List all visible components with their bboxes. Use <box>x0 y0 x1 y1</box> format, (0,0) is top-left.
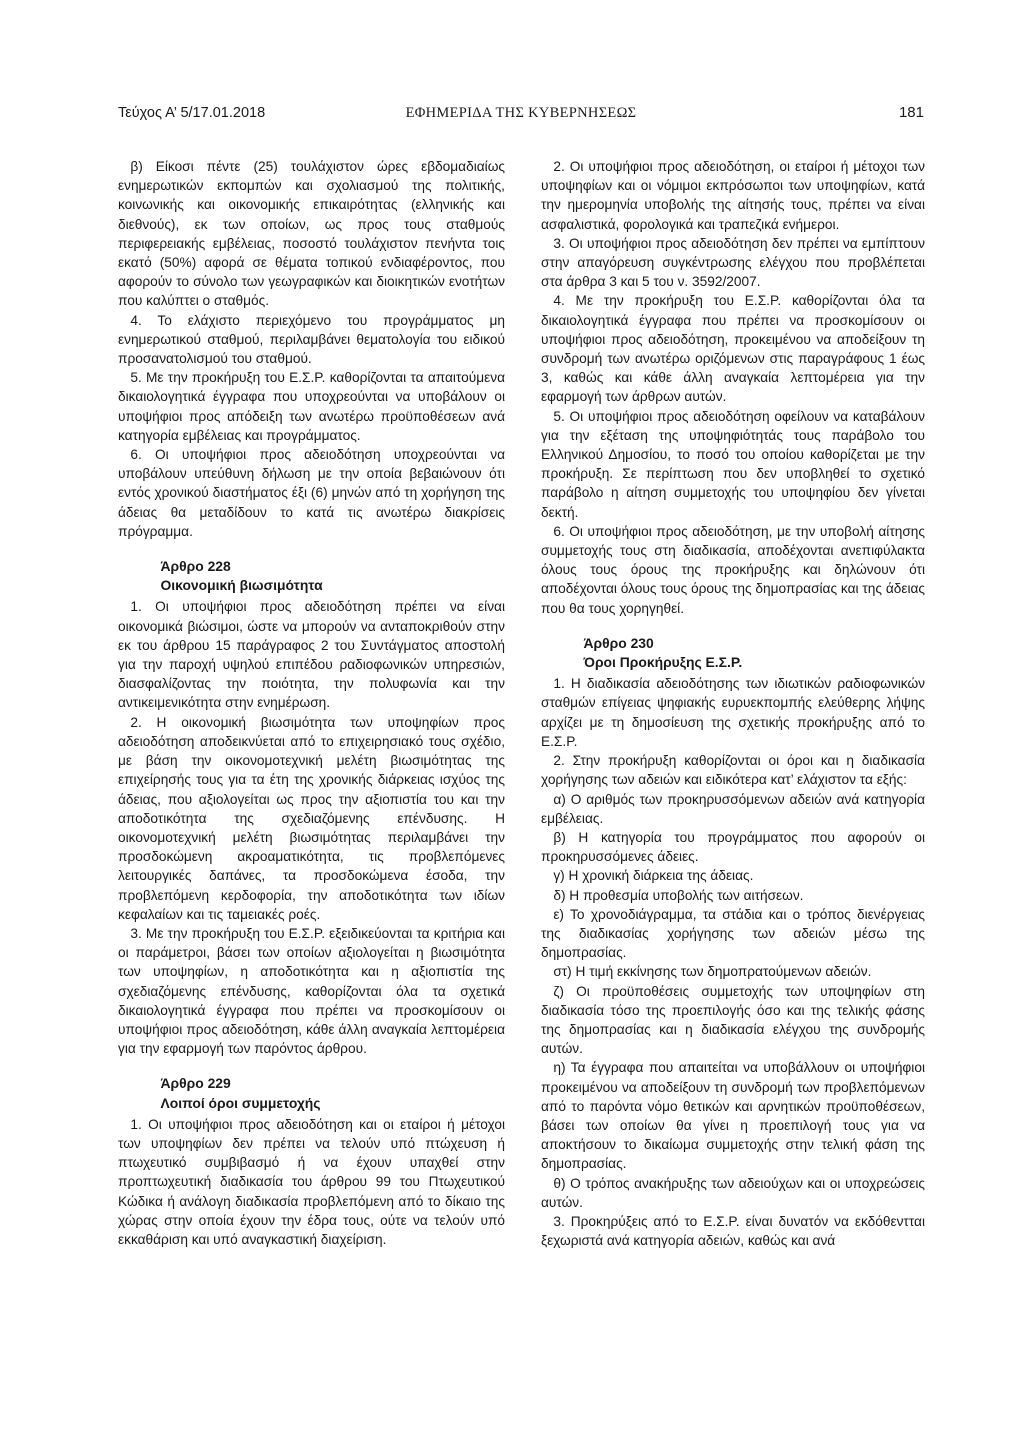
paragraph: θ) Ο τρόπος ανακήρυξης των αδειούχων και οι υποχρεώσεις αυτών. <box>541 1175 925 1210</box>
paragraph: στ) Η τιμή εκκίνησης των δημοπρατούμενων αδειών. <box>553 964 872 980</box>
issue-reference: Τεύχος Α’ 5/17.01.2018 <box>118 105 266 121</box>
article-title: Όροι Προκήρυξης Ε.Σ.Ρ. <box>583 654 743 671</box>
paragraph: 3. Προκηρύξεις από το Ε.Σ.Ρ. είναι δυνατόν να εκδόθεντται ξεχωριστά ανά κατηγορία αδειών, καθώς και ανά <box>541 1213 925 1249</box>
paragraph: ε) Το χρονοδιάγραμμα, τα στάδια και ο τρόπος διενέργειας της διαδικασίας χορήγησης των αδειών μέσω της δημοπρασίας. <box>541 906 925 961</box>
article-number: Άρθρο 229 <box>160 1075 231 1092</box>
paragraph: α) Ο αριθμός των προκηρυσσόμενων αδειών ανά κατηγορία εμβέλειας. <box>541 791 925 826</box>
article-title: Οικονομική βιωσιμότητα <box>160 577 323 594</box>
article-number: Άρθρο 230 <box>583 634 654 651</box>
paragraph: 4. Με την προκήρυξη του Ε.Σ.Ρ. καθορίζονται όλα τα δικαιολογητικά έγγραφα που πρέπει να προσκομίσουν οι υποψήφιοι προς αδειοδότηση, προκειμένου να αποδείξουν τη συνδρομή των ανωτέρω οριζόμενων στις παραγράφους 1 έως 3, καθώς και κάθε άλλη αναγκαία λεπτομέρεια για την εφαρμογή των άρθρων αυτών. <box>541 293 925 405</box>
paragraph: ζ) Οι προϋποθέσεις συμμετοχής των υποψηφίων στη διαδικασία τόσο της προεπιλογής όσο και της τελικής φάσης της δημοπρασίας και η διαδικασία ελέγχου της συνδρομής αυτών. <box>541 983 925 1057</box>
paragraph: 1. Η διαδικασία αδειοδότησης των ιδιωτικών ραδιοφωνικών σταθμών επίγειας ψηφιακής ευρυεκπομπής ελεύθερης λήψης αρχίζει με τη δημοσίευση της σχετικής προκήρυξης από το Ε.Σ.Ρ. <box>541 676 925 749</box>
paragraph: 1. Οι υποψήφιοι προς αδειοδότηση και οι εταίροι ή μέτοχοι των υποψηφίων δεν πρέπει να τελούν υπό πτώχευση ή πτωχευτικό συμβιβασμό ή να έχουν υπαχθεί στην προπτωχευτική διαδικασία του άρθρου 99 του Πτωχευτικού Κώδικα ή ανάλογη διαδικασία προβλεπόμενη από το δίκαιο της χώρας στην οποία έχουν την έδρα τους, ούτε να τελούν υπό εκκαθάριση και υπό αναγκαστική διαχείριση. <box>118 1116 505 1247</box>
paragraph: 5. Οι υποψήφιοι προς αδειοδότηση οφείλουν να καταβάλουν για την εξέταση της υποψηφιότητάς τους παράβολο του Ελληνικού Δημοσίου, το ποσό του οποίου καθορίζεται με την προκήρυξη. Σε περίπτωση που δεν υποβληθεί το σχετικό παράβολο η αίτηση συμμετοχής του υποψηφίου δεν γίνεται δεκτή. <box>541 408 925 520</box>
left-column <box>118 157 505 1249</box>
paragraph: 2. Στην προκήρυξη καθορίζονται οι όροι και η διαδικασία χορήγησης των αδειών και ειδικότερα κατ’ ελάχιστον τα εξής: <box>541 753 925 788</box>
page-header <box>118 100 924 126</box>
page-number: 181 <box>898 104 924 121</box>
paragraph: η) Τα έγγραφα που απαιτείται να υποβάλλουν οι υποψήφιοι προκειμένου να αποδείξουν τη συνδρομή των προβλεπόμενων από το παρόντα νόμο θετικών και αρνητικών προϋποθέσεων, βάσει των οποίων θα γίνει η προεπιλογή τους για να αποκτήσουν το δικαίωμα συμμετοχής στην τελική φάση της δημοπρασίας. <box>541 1060 925 1172</box>
paragraph: γ) Η χρονική διάρκεια της άδειας. <box>553 868 754 884</box>
paragraph: 6. Οι υποψήφιοι προς αδειοδότηση υποχρεούνται να υποβάλουν υπεύθυνη δήλωση με την οποία βεβαιώνουν ότι εντός χρονικού διαστήματος έξι (6) μηνών από τη χορήγηση της άδειας θα μεταδίδουν το κατά τις ανωτέρω διακρίσεις πρόγραμμα. <box>118 447 505 539</box>
paragraph: 4. Το ελάχιστο περιεχόμενο του προγράμματος μη ενημερωτικού σταθμού, περιλαμβάνει θεματολογία του ειδικού προσανατολισμού του σταθμού. <box>118 312 505 367</box>
article-229-heading <box>118 1074 505 1112</box>
paragraph: 5. Με την προκήρυξη του Ε.Σ.Ρ. καθορίζονται τα απαιτούμενα δικαιολογητικά έγγραφα που υποχρεούνται να υποβάλουν οι υποψήφιοι προς απόδειξη των ανωτέρω προϋποθέσεων ανά κατηγορία εμβέλειας και προγράμματος. <box>118 370 505 443</box>
article-228-heading <box>118 557 505 595</box>
article-230-heading <box>541 634 925 672</box>
paragraph: β) Είκοσι πέντε (25) τουλάχιστον ώρες εβδομαδιαίως ενημερωτικών εκπομπών και σχολιασμού της πολιτικής, κοινωνικής και οικονομικής επικαιρότητας (ελληνικής και διεθνούς), εκ των οποίων, ως προς τους σταθμούς περιφερειακής εμβέλειας, ποσοστό τουλάχιστον πενήντα τοις εκατό (50%) αφορά σε θέματα τοπικού ενδιαφέροντος, που αφορούν το σύνολο των γεωγραφικών και διοικητικών ενοτήτων που καλύπτει ο σταθμός. <box>118 159 505 309</box>
paragraph: 6. Οι υποψήφιοι προς αδειοδότηση, με την υποβολή αίτησης συμμετοχής τους στη διαδικασία, αποδέχονται ανεπιφύλακτα όλους τους όρους της προκήρυξης και δηλώνουν ότι αποδέχονται όλους τους όρους της δημοπρασίας και της άδειας που θα τους χορηγηθεί. <box>541 523 925 616</box>
paragraph: δ) Η προθεσμία υποβολής των αιτήσεων. <box>553 887 804 903</box>
paragraph: 3. Με την προκήρυξη του Ε.Σ.Ρ. εξειδικεύονται τα κριτήρια και οι παράμετροι, βάσει των οποίων αξιολογείται η βιωσιμότητα των υποψηφίων, η αποδοτικότητα και η αξιοπιστία της σχεδιαζόμενης επένδυσης, καθορίζονται όλα τα σχετικά δικαιολογητικά έγγραφα που πρέπει να προσκομίσουν οι υποψήφιοι προς αδειοδότηση, κάθε άλλη αναγκαία λεπτομέρεια για την εφαρμογή των παρόντος άρθρου. <box>118 925 505 1057</box>
gazette-title: ΕΦΗΜΕΡΙΔΑ ΤΗΣ ΚΥΒΕΡΝΗΣΕΩΣ <box>405 105 637 121</box>
paragraph: 2. Οι υποψήφιοι προς αδειοδότηση, οι εταίροι ή μέτοχοι των υποψηφίων και οι νόμιμοι εκπρόσωποι των υποψηφίων, κατά την ημερομηνία υποβολής της αίτησής τους, πρέπει να είναι ασφαλιστικά, φορολογικά και τραπεζικά ενήμεροι. <box>541 159 925 232</box>
paragraph: 3. Οι υποψήφιοι προς αδειοδότηση δεν πρέπει να εμπίπτουν στην απαγόρευση συγκέντρωσης ελέγχου που προβλέπεται στα άρθρα 3 και 5 του ν. 3592/2007. <box>541 235 925 290</box>
article-title: Λοιποί όροι συμμετοχής <box>160 1094 321 1111</box>
article-number: Άρθρο 228 <box>160 558 231 575</box>
paragraph: 2. Η οικονομική βιωσιμότητα των υποψηφίων προς αδειοδότηση αποδεικνύεται από το επιχειρησιακό τους σχέδιο, με βάση την οικονομοτεχνική μελέτη βιωσιμότητας της επιχείρησής τους για τα έτη της χρονικής διάρκειας ισχύος της άδειας, που αξιολογείται ως προς την αξιοπιστία του και την αποδοτικότητα της σχεδιαζόμενης επένδυσης. Η οικονομοτεχνική μελέτη βιωσιμότητας περιλαμβάνει την προσδοκώμενη ακροαματικότητα, τις προβλεπόμενες λειτουργικές δαπάνες, τα προσδοκώμενα έσοδα, την προβλεπόμενη κερδοφορία, την αποδοτικότητα των ιδίων κεφαλαίων και τις ταμειακές ροές. <box>118 714 505 922</box>
paragraph: 1. Οι υποψήφιοι προς αδειοδότηση πρέπει να είναι οικονομικά βιώσιμοι, ώστε να μπορούν να ανταποκριθούν στην εκ του άρθρου 15 παράγραφος 2 του Συντάγματος αποστολή για την παροχή υψηλού επιπέδου ραδιοφωνικών υπηρεσιών, διασφαλίζοντας την ποιότητα, την πολυφωνία και την αντικειμενικότητα στην ενημέρωση. <box>118 599 505 711</box>
right-column <box>541 157 925 1250</box>
paragraph: β) Η κατηγορία του προγράμματος που αφορούν οι προκηρυσσόμενες άδειες. <box>541 829 925 865</box>
